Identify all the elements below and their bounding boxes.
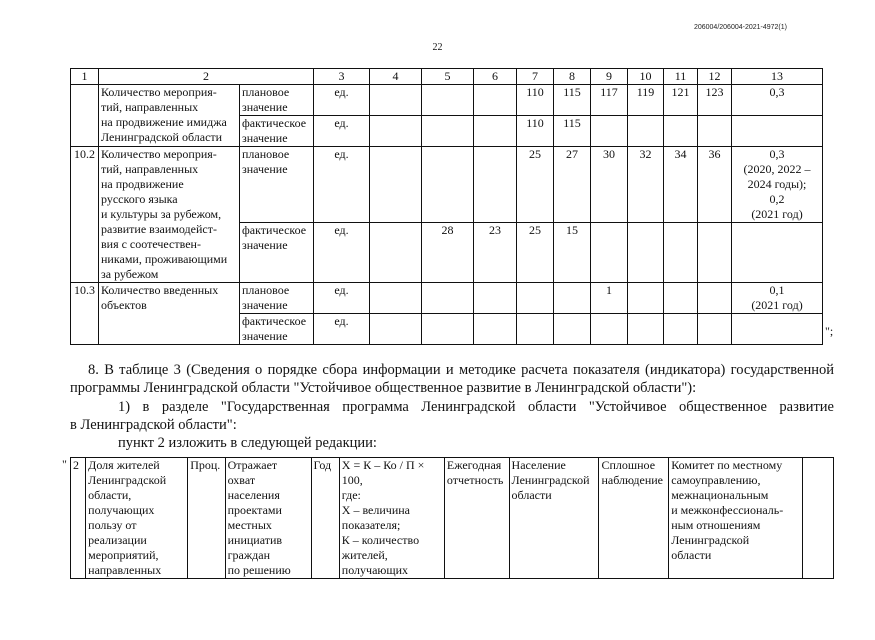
cell-value-v10	[628, 223, 664, 283]
cell-value-v5	[422, 283, 474, 314]
cell-row-number: 10.2	[71, 147, 99, 283]
cell-value-v13	[732, 314, 823, 345]
cell-value-type: фактическое значение	[240, 314, 314, 345]
cell-value-v10: 119	[628, 85, 664, 116]
cell-value-v9: 30	[591, 147, 628, 223]
cell-unit: ед.	[314, 147, 370, 223]
cell-value-type: фактическое значение	[240, 116, 314, 147]
paragraph-8-line-1: 8. В таблице 3 (Сведения о порядке сбора информации и методике расчета показателя (индикатора) государственной	[88, 362, 834, 378]
cell-unit: ед.	[314, 283, 370, 314]
cell-value-v9: 117	[591, 85, 628, 116]
cell-value-v11	[664, 223, 698, 283]
cell-value-v4	[370, 116, 422, 147]
table-row	[71, 283, 823, 314]
cell-value-v5: 28	[422, 223, 474, 283]
indicators-table	[70, 68, 823, 345]
cell-value-v7: 110	[517, 85, 554, 116]
cell-value-v9	[591, 116, 628, 147]
cell-extra	[802, 458, 833, 579]
cell-object: Население Ленинградской области	[509, 458, 599, 579]
cell-value-v8: 27	[554, 147, 591, 223]
cell-value-v6	[474, 85, 517, 116]
cell-value-v12	[698, 283, 732, 314]
cell-method: Сплошное наблюдение	[599, 458, 669, 579]
cell-unit: Проц.	[188, 458, 225, 579]
cell-unit: ед.	[314, 314, 370, 345]
column-header: 1	[71, 69, 99, 85]
cell-value-v8: 15	[554, 223, 591, 283]
cell-value-v8	[554, 283, 591, 314]
cell-value-v10	[628, 116, 664, 147]
table-header-row	[71, 69, 823, 85]
cell-value-v12: 123	[698, 85, 732, 116]
cell-period: Год	[311, 458, 339, 579]
cell-value-v10: 32	[628, 147, 664, 223]
cell-value-v10	[628, 314, 664, 345]
table-row	[71, 85, 823, 116]
cell-value-type: плановое значение	[240, 283, 314, 314]
cell-value-v12	[698, 223, 732, 283]
cell-value-v7: 25	[517, 223, 554, 283]
paragraph-8-line-2: программы Ленинградской области "Устойчивое общественное развитие в Ленинградской области"):	[70, 380, 697, 396]
cell-value-v11: 121	[664, 85, 698, 116]
cell-value-v8: 115	[554, 85, 591, 116]
paragraph-1-line-2: в Ленинградской области":	[70, 417, 237, 433]
cell-value-v7	[517, 314, 554, 345]
cell-unit: ед.	[314, 116, 370, 147]
cell-unit: ед.	[314, 85, 370, 116]
cell-value-v6	[474, 147, 517, 223]
cell-value-v6	[474, 116, 517, 147]
cell-value-v6	[474, 283, 517, 314]
methodology-table	[70, 457, 834, 579]
cell-value-v13	[732, 116, 823, 147]
cell-value-type: плановое значение	[240, 85, 314, 116]
cell-value-v8	[554, 314, 591, 345]
cell-indicator-name: Доля жителей Ленинградской области, получающих пользу от реализации мероприятий, направленных	[86, 458, 188, 579]
cell-row-number	[71, 85, 99, 147]
cell-responsible: Комитет по местному самоуправлению, межнациональным и межконфессиональ- ным отношениям Ленинградской области	[669, 458, 802, 579]
cell-reporting: Ежегодная отчетность	[444, 458, 509, 579]
cell-value-v11	[664, 283, 698, 314]
cell-value-v13: 0,3	[732, 85, 823, 116]
column-header: 12	[698, 69, 732, 85]
cell-value-v12	[698, 116, 732, 147]
table-closing-mark: ";	[825, 324, 834, 338]
cell-value-type: фактическое значение	[240, 223, 314, 283]
column-header: 10	[628, 69, 664, 85]
cell-value-v5	[422, 116, 474, 147]
cell-value-v5	[422, 85, 474, 116]
cell-definition: Отражает охват населения проектами местных инициатив граждан по решению	[225, 458, 311, 579]
cell-row-number: 10.3	[71, 283, 99, 345]
cell-value-v5	[422, 147, 474, 223]
column-header: 9	[591, 69, 628, 85]
cell-value-v9	[591, 314, 628, 345]
cell-value-v8: 115	[554, 116, 591, 147]
cell-value-v7: 110	[517, 116, 554, 147]
column-header: 5	[422, 69, 474, 85]
column-header: 11	[664, 69, 698, 85]
cell-value-v6	[474, 314, 517, 345]
document-id: 206004/206004-2021-4972(1)	[693, 24, 787, 31]
cell-value-v4	[370, 223, 422, 283]
cell-unit: ед.	[314, 223, 370, 283]
paragraph-point-2: пункт 2 изложить в следующей редакции:	[118, 435, 377, 451]
cell-value-v11	[664, 116, 698, 147]
column-header: 6	[474, 69, 517, 85]
cell-value-v11: 34	[664, 147, 698, 223]
column-header: 2	[99, 69, 314, 85]
column-header: 13	[732, 69, 823, 85]
cell-value-v12	[698, 314, 732, 345]
column-header: 4	[370, 69, 422, 85]
table-opening-mark: "	[62, 457, 67, 471]
cell-value-v9	[591, 223, 628, 283]
cell-value-v4	[370, 85, 422, 116]
cell-value-v10	[628, 283, 664, 314]
cell-value-v6: 23	[474, 223, 517, 283]
cell-value-v13: 0,1 (2021 год)	[732, 283, 823, 314]
cell-value-v11	[664, 314, 698, 345]
cell-formula: X = К – Ко / П × 100, где: X – величина показателя; К – количество жителей, получающих	[339, 458, 444, 579]
table-row	[71, 147, 823, 223]
cell-value-v13: 0,3 (2020, 2022 – 2024 годы); 0,2 (2021 год)	[732, 147, 823, 223]
cell-value-v7: 25	[517, 147, 554, 223]
column-header: 7	[517, 69, 554, 85]
cell-value-v7	[517, 283, 554, 314]
cell-value-v12: 36	[698, 147, 732, 223]
cell-indicator: Количество введенных объектов	[99, 283, 240, 345]
cell-indicator: Количество мероприя- тий, направленных на продвижение русского языка и культуры за рубежом, развитие взаимодейст- вия с соотечествен- никами, проживающими за рубежом	[99, 147, 240, 283]
column-header: 8	[554, 69, 591, 85]
cell-value-v5	[422, 314, 474, 345]
cell-value-v4	[370, 147, 422, 223]
cell-value-v9: 1	[591, 283, 628, 314]
cell-value-v4	[370, 283, 422, 314]
table-row	[71, 458, 834, 579]
column-header: 3	[314, 69, 370, 85]
cell-number: 2	[71, 458, 86, 579]
cell-value-v4	[370, 314, 422, 345]
paragraph-1-line-1: 1) в разделе "Государственная программа Ленинградской области "Устойчивое общественное развитие	[118, 399, 834, 415]
page-number: 22	[432, 42, 443, 53]
cell-value-v13	[732, 223, 823, 283]
cell-value-type: плановое значение	[240, 147, 314, 223]
cell-indicator: Количество мероприя- тий, направленных на продвижение имиджа Ленинградской области	[99, 85, 240, 147]
